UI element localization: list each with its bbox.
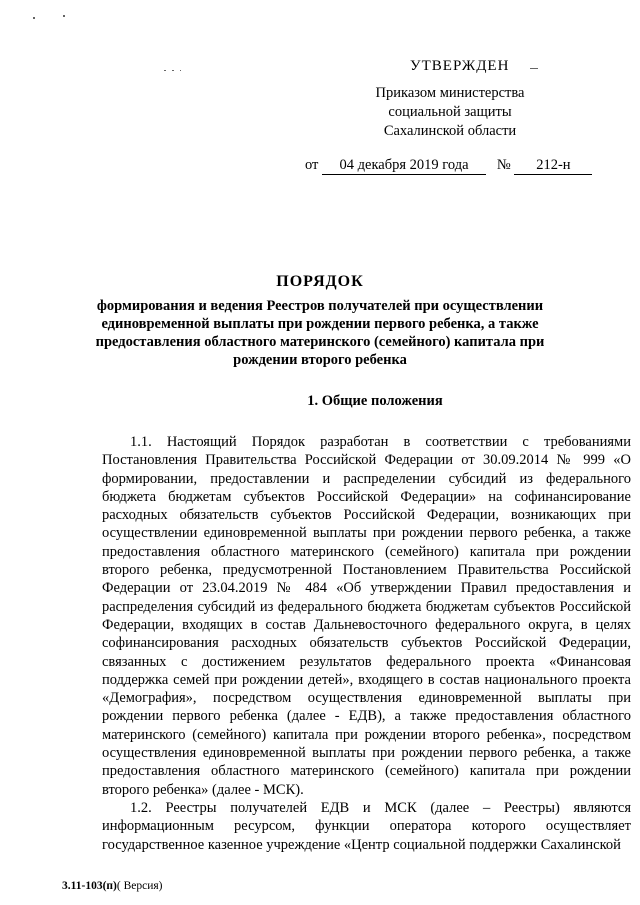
document-footer	[62, 880, 162, 892]
paragraph-1-2: 1.2. Реестры получателей ЕДВ и МСК (далее – Реестры) являются информационным ресурсом, функции оператора которого осуществляет государственное казенное учреждение «Центр социальной поддержки Сахалинской	[102, 799, 631, 853]
order-date-number-line	[305, 157, 592, 175]
subtitle-line: рождении второго ребенка	[233, 352, 407, 368]
scan-speck	[180, 70, 181, 71]
scan-speck	[164, 70, 166, 71]
document-body	[102, 433, 631, 854]
scan-speck	[172, 70, 174, 71]
scan-speck	[33, 17, 35, 19]
footer-code: 3.11-103(п)	[62, 880, 117, 892]
approval-order-line: Сахалинской области	[383, 123, 517, 139]
order-date: 04 декабря 2019 года	[322, 157, 486, 175]
date-prefix: от	[305, 157, 319, 173]
scan-speck	[63, 15, 65, 17]
approved-label: УТВЕРЖДЕН	[410, 58, 510, 74]
footer-version: ( Версия)	[116, 880, 163, 892]
subtitle-line: единовременной выплаты при рождении первого ребенка, а также	[101, 316, 539, 332]
order-number: 212-н	[514, 157, 592, 175]
document-title: ПОРЯДОК	[276, 273, 364, 290]
approval-order-line: социальной защиты	[388, 104, 512, 120]
section-heading: 1. Общие положения	[307, 393, 443, 409]
paragraph-1-1: 1.1. Настоящий Порядок разработан в соответствии с требованиями Постановления Правительства Российской Федерации от 30.09.2014 № 999 «О формировании, предоставлении и распределении субсидий из федерального бюджета бюджетам субъектов Российской Федерации» на софинансирование расходных обязательств субъектов Российской Федерации, возникающих при осуществлении единовременной выплаты при рождении первого ребенка, а также предоставления областного материнского (семейного) капитала при рождении второго ребенка, предусмотренной Постановлением Правительства Российской Федерации от 23.04.2019 № 484 «Об утверждении Правил предоставления и распределения субсидий из федерального бюджета бюджетам субъектов Российской Федерации, входящих в состав Дальневосточного федерального округа, в целях софинансирования расходных обязательств субъектов Российской Федерации, связанных с достижением результатов федерального проекта «Финансовая поддержка семей при рождении детей», входящего в состав национального проекта «Демография», посредством осуществления единовременной выплаты при рождении первого ребенка (далее - ЕДВ), а также предоставления областного материнского (семейного) капитала при рождении второго ребенка», посредством осуществления единовременной выплаты при рождении первого ребенка, а также предоставления областного материнского (семейного) капитала при рождении второго ребенка» (далее - МСК).	[102, 434, 631, 798]
subtitle-line: предоставления областного материнского (семейного) капитала при	[95, 334, 545, 350]
approval-order-line: Приказом министерства	[375, 85, 525, 101]
number-prefix: №	[496, 157, 511, 173]
scan-mark	[530, 68, 538, 69]
approval-order-block	[330, 84, 570, 141]
document-subtitle	[95, 297, 545, 369]
subtitle-line: формирования и ведения Реестров получателей при осуществлении	[96, 298, 544, 314]
